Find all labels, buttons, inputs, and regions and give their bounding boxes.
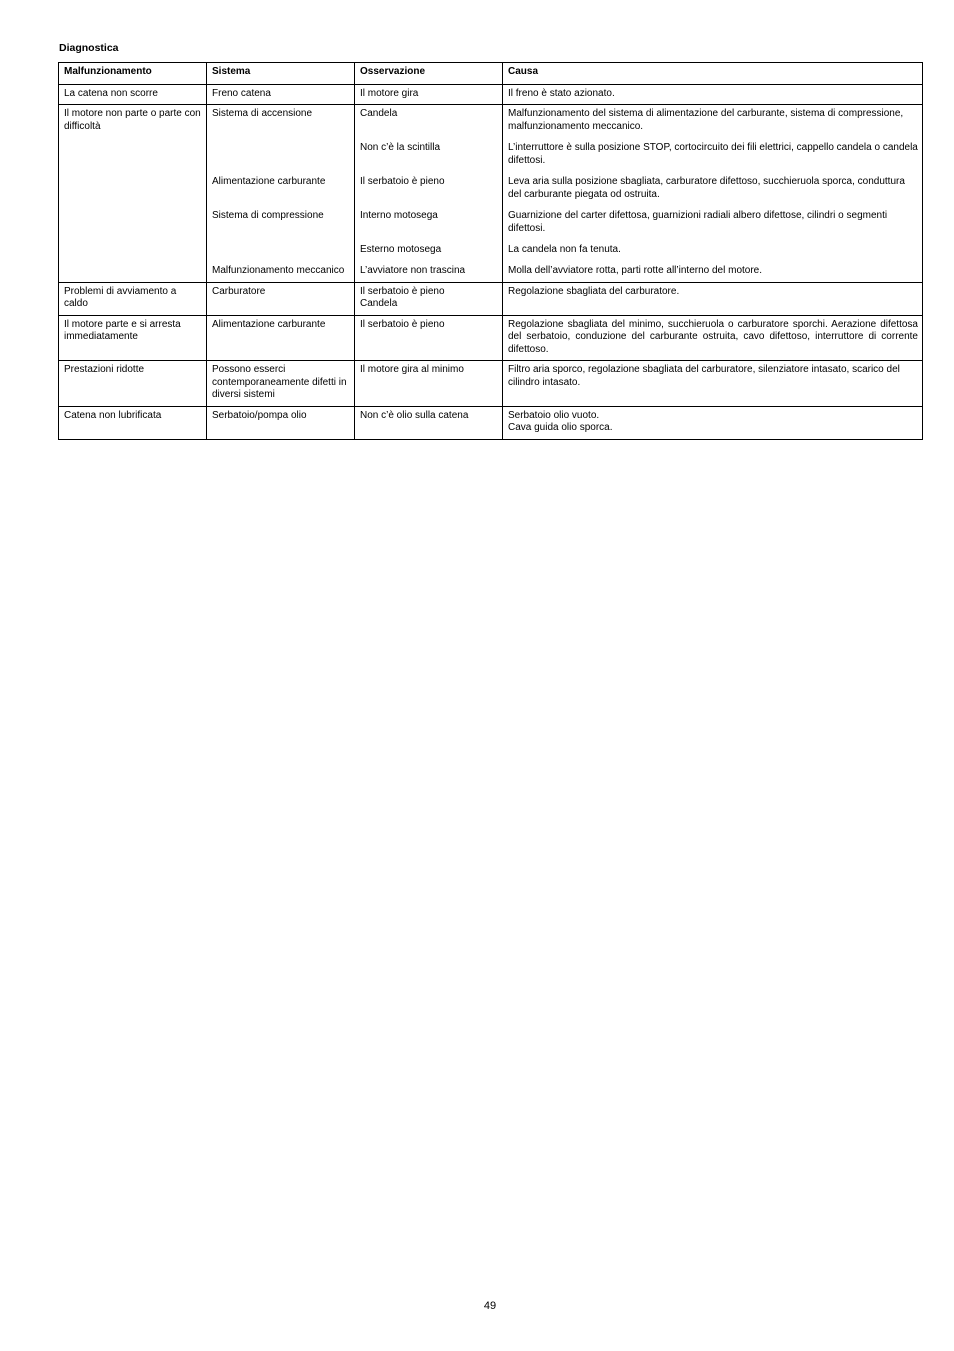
cause-cell: Filtro aria sporco, regolazione sbagliata del carburatore, silenziatore intasato, scarico del cilindro intasato. (503, 361, 923, 407)
system-cell: Freno catena (207, 84, 355, 105)
observation-cell: Il motore gira al minimo (355, 361, 503, 407)
cause-cell: Il freno è stato azionato. (503, 84, 923, 105)
cause-cell: Malfunzionamento del sistema di alimentazione del carburante, sistema di compressione, malfunzionamento meccanico. L’interruttore è sulla posizione STOP, cortocircuito dei fili elettrici, cappello candela o candela difettosi. Leva aria sulla posizione sbagliata, carburatore difettoso, succhieruola sporca, conduttura del carburante piegata od ostruita. Guarnizione del carter difettosa, guarnizioni radiali albero difettose, cilindri o segmenti difettosi. La candela non fa tenuta. Molla dell’avviatore rotta, parti rotte all’interno del motore. (503, 105, 923, 283)
cause-cell: Regolazione sbagliata del minimo, succhieruola o carburatore sporchi. Aerazione difettosa del serbatoio, conduzione del carburante ostruita, cavo difettoso, interruttore di corrente difettoso. (503, 315, 923, 361)
table-header-row (59, 63, 923, 85)
table-row (59, 406, 923, 439)
header-sistema: Sistema (207, 63, 355, 85)
malfunction-cell: Catena non lubrificata (59, 406, 207, 439)
cause-cell: Regolazione sbagliata del carburatore. (503, 282, 923, 315)
header-osservazione: Osservazione (355, 63, 503, 85)
observation-cell: Il serbatoio è pieno Candela (355, 282, 503, 315)
page-number: 49 (483, 1300, 497, 1312)
system-cell: Carburatore (207, 282, 355, 315)
header-causa: Causa (503, 63, 923, 85)
malfunction-cell: La catena non scorre (59, 84, 207, 105)
table-row (59, 361, 923, 407)
observation-cell: Il serbatoio è pieno (355, 315, 503, 361)
section-title: Diagnostica (59, 42, 119, 54)
observation-cell: Candela Non c’è la scintilla Il serbatoio è pieno Interno motosega Esterno motosega L’avviatore non trascina (355, 105, 503, 283)
malfunction-cell: Il motore parte e si arresta immediatamente (59, 315, 207, 361)
observation-cell: Il motore gira (355, 84, 503, 105)
diagnostics-table (58, 62, 923, 440)
table-row (59, 105, 923, 283)
system-cell: Sistema di accensione Alimentazione carburante Sistema di compressione Malfunzionamento meccanico (207, 105, 355, 283)
malfunction-cell: Problemi di avviamento a caldo (59, 282, 207, 315)
header-malfunzionamento: Malfunzionamento (59, 63, 207, 85)
table-row (59, 84, 923, 105)
table-row (59, 282, 923, 315)
table-row (59, 315, 923, 361)
observation-cell: Non c’è olio sulla catena (355, 406, 503, 439)
malfunction-cell: Prestazioni ridotte (59, 361, 207, 407)
system-cell: Possono esserci contemporaneamente difetti in diversi sistemi (207, 361, 355, 407)
system-cell: Serbatoio/pompa olio (207, 406, 355, 439)
cause-cell: Serbatoio olio vuoto. Cava guida olio sporca. (503, 406, 923, 439)
system-cell: Alimentazione carburante (207, 315, 355, 361)
malfunction-cell: Il motore non parte o parte con difficoltà (59, 105, 207, 283)
